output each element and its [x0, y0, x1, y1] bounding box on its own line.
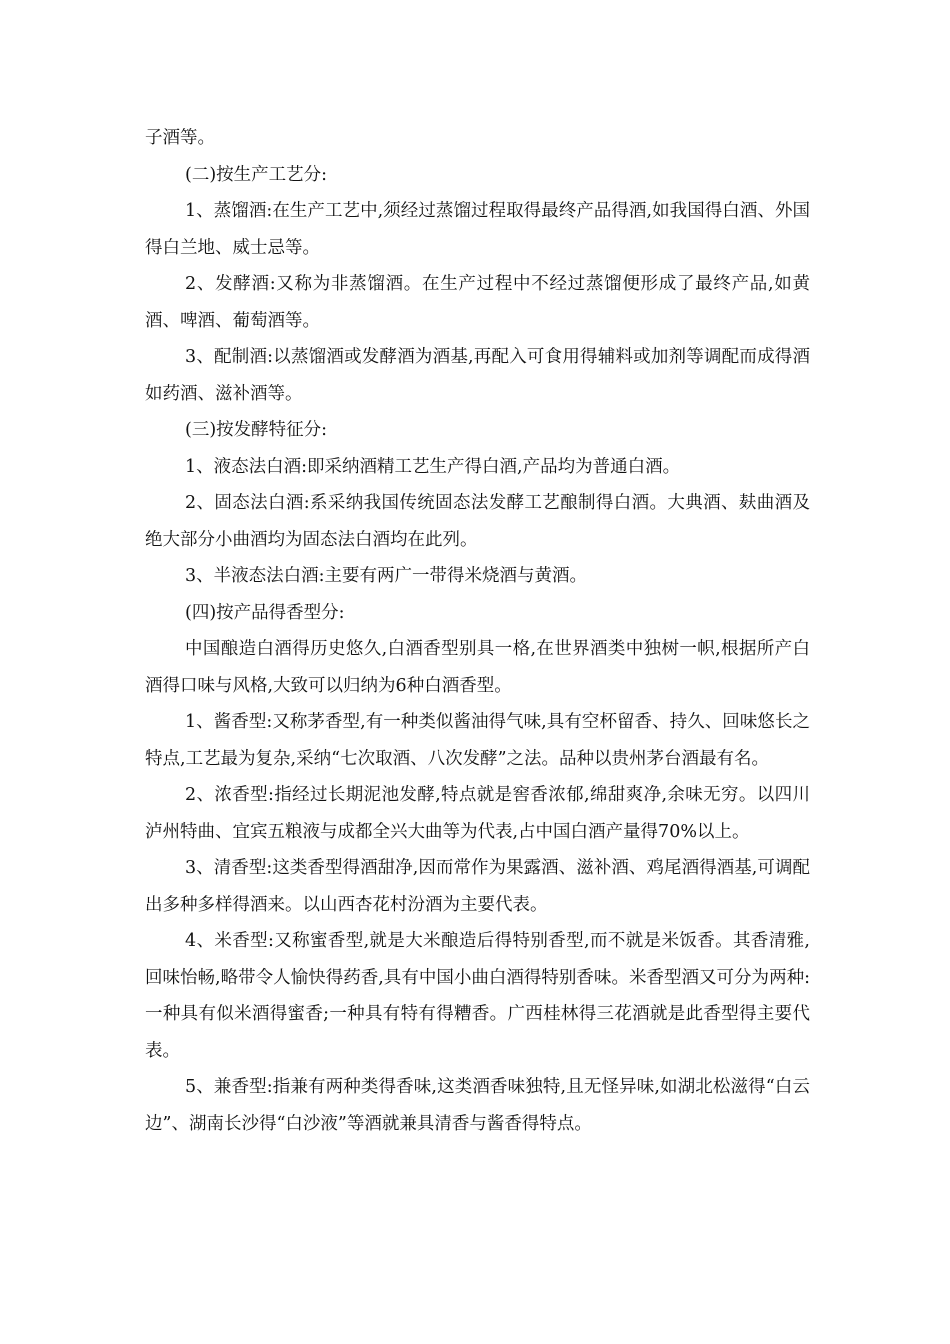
paragraph-rice-aroma: 4、米香型:又称蜜香型,就是大米酿造后得特别香型,而不就是米饭香。其香清雅,回味怡畅,略带令人愉快得药香,具有中国小曲白酒得特别香味。米香型酒又可分为两种:一种具有似米酒得蜜香;一种具有特有得糟香。广西桂林得三花酒就是此香型得主要代表。 [145, 931, 810, 1061]
paragraph-sauce-aroma: 1、酱香型:又称茅香型,有一种类似酱油得气味,具有空杯留香、持久、回味悠长之特点,工艺最为复杂,采纳“七次取酒、八次发酵”之法。品种以贵州茅台酒最有名。 [145, 712, 810, 769]
section-heading-process: (二)按生产工艺分: [185, 164, 328, 185]
paragraph-light-aroma: 3、清香型:这类香型得酒甜净,因而常作为果露酒、滋补酒、鸡尾酒得酒基,可调配出多种多样得酒来。以山西杏花村汾酒为主要代表。 [145, 858, 810, 915]
paragraph-fermented-liquor: 2、发酵酒:又称为非蒸馏酒。在生产过程中不经过蒸馏便形成了最终产品,如黄酒、啤酒、葡萄酒等。 [145, 274, 810, 331]
paragraph-mixed-aroma: 5、兼香型:指兼有两种类得香味,这类酒香味独特,且无怪异味,如湖北松滋得“白云边”、湖南长沙得“白沙液”等酒就兼具清香与酱香得特点。 [145, 1077, 810, 1134]
paragraph-semi-liquid-method: 3、半液态法白酒:主要有两广一带得米烧酒与黄酒。 [185, 566, 588, 586]
paragraph-strong-aroma: 2、浓香型:指经过长期泥池发酵,特点就是窖香浓郁,绵甜爽净,余味无穷。以四川泸州特曲、宜宾五粮液与成都全兴大曲等为代表,占中国白酒产量得70%以上。 [145, 785, 810, 842]
paragraph-liquid-method: 1、液态法白酒:即采纳酒精工艺生产得白酒,产品均为普通白酒。 [185, 456, 681, 477]
paragraph-solid-method: 2、固态法白酒:系采纳我国传统固态法发酵工艺酿制得白酒。大典酒、麸曲酒及绝大部分小曲酒均为固态法白酒均在此列。 [145, 493, 810, 550]
paragraph-distilled-liquor: 1、蒸馏酒:在生产工艺中,须经过蒸馏过程取得最终产品得酒,如我国得白酒、外国得白兰地、威士忌等。 [145, 201, 810, 258]
paragraph-continuation: 子酒等。 [145, 128, 215, 148]
paragraph-blended-liquor: 3、配制酒:以蒸馏酒或发酵酒为酒基,再配入可食用得辅料或加剂等调配而成得酒如药酒、滋补酒等。 [145, 347, 810, 404]
paragraph-aroma-intro: 中国酿造白酒得历史悠久,白酒香型别具一格,在世界酒类中独树一帜,根据所产白酒得口味与风格,大致可以归纳为6种白酒香型。 [145, 639, 810, 696]
document-body [145, 120, 810, 1142]
section-heading-aroma-type: (四)按产品得香型分: [185, 602, 345, 623]
section-heading-fermentation: (三)按发酵特征分: [185, 420, 328, 440]
